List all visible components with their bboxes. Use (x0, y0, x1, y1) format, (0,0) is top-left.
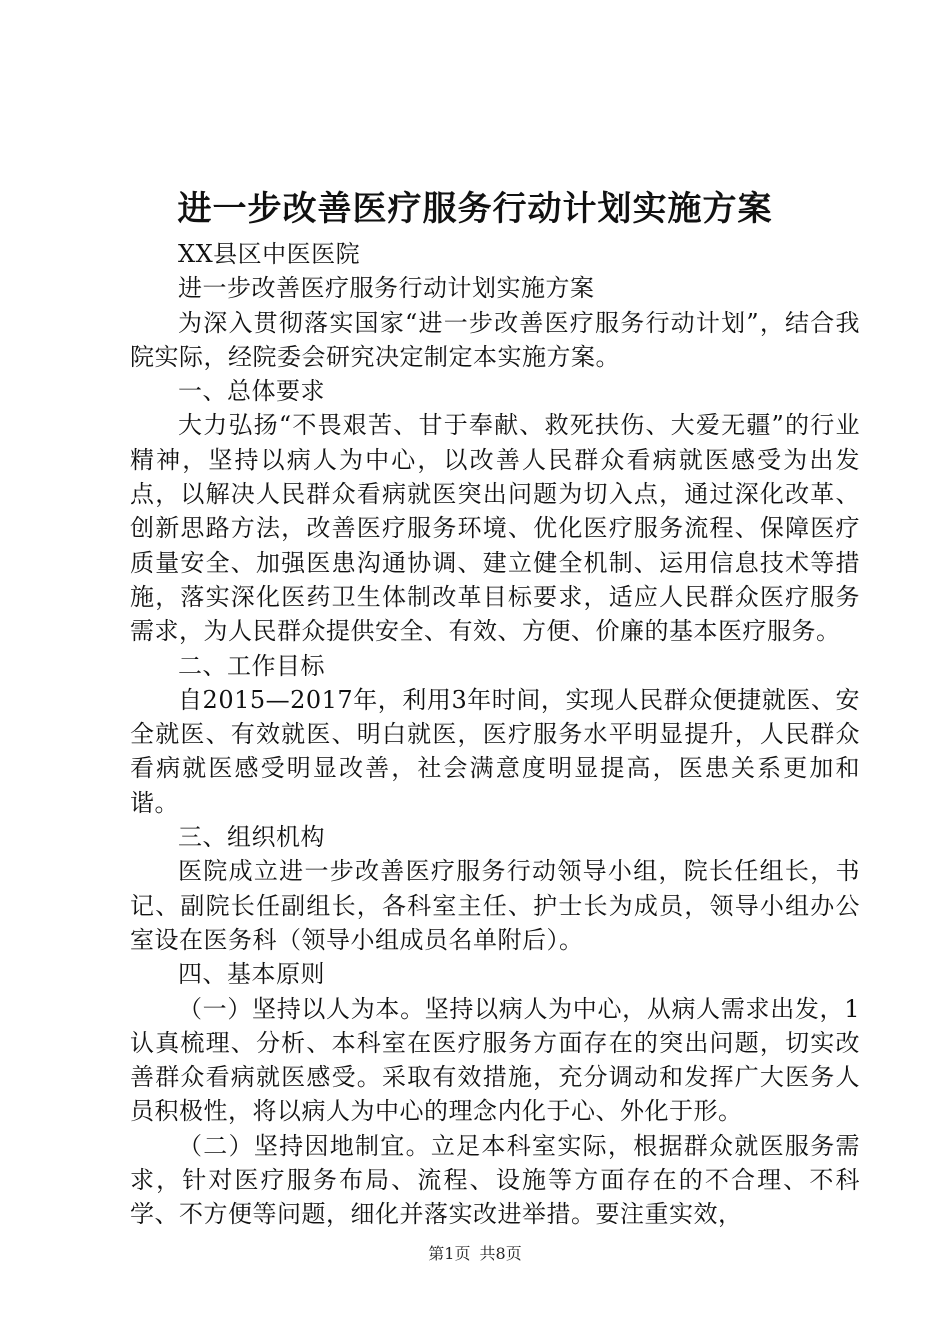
section-heading-general-requirements: 一、总体要求 (178, 377, 325, 406)
plan-subtitle: 进一步改善医疗服务行动计划实施方案 (178, 274, 595, 303)
section-heading-organization: 三、组织机构 (178, 823, 325, 852)
page-number: 第1页 (428, 1244, 471, 1263)
section-heading-basic-principles: 四、基本原则 (178, 960, 325, 989)
organization-paragraph: 医院成立进一步改善医疗服务行动领导小组，院长任组长，书记、副院长任副组长，各科室主任、护士长为成员，领导小组办公室设在医务科（领导小组成员名单附后）。 (130, 857, 860, 954)
principle-two-paragraph: （二）坚持因地制宜。立足本科室实际，根据群众就医服务需求，针对医疗服务布局、流程、设施等方面存在的不合理、不科学、不方便等问题，细化并落实改进举措。要注重实效， (130, 1131, 860, 1229)
page-total: 共8页 (479, 1244, 522, 1263)
hospital-name: XX县区中医医院 (178, 240, 361, 268)
general-requirements-paragraph: 大力弘扬“不畏艰苦、甘于奉献、救死扶伤、大爱无疆”的行业精神，坚持以病人为中心，以改善人民群众看病就医感受为出发点，以解决人民群众看病就医突出问题为切入点，通过深化改革、创新思路方法，改善医疗服务环境、优化医疗服务流程、保障医疗质量安全、加强医患沟通协调、建立健全机制、运用信息技术等措施，落实深化医药卫生体制改革目标要求，适应人民群众医疗服务需求，为人民群众提供安全、有效、方便、价廉的基本医疗服务。 (130, 411, 860, 646)
work-goals-paragraph: 自2015—2017年，利用3年时间，实现人民群众便捷就医、安全就医、有效就医、明白就医，医疗服务水平明显提升，人民群众看病就医感受明显改善，社会满意度明显提高，医患关系更加和谐。 (130, 685, 860, 817)
intro-paragraph: 为深入贯彻落实国家“进一步改善医疗服务行动计划”，结合我院实际，经院委会研究决定制定本实施方案。 (130, 308, 860, 371)
document-title: 进一步改善医疗服务行动计划实施方案 (177, 189, 773, 229)
section-heading-work-goals: 二、工作目标 (178, 651, 325, 680)
page-footer (0, 1243, 950, 1265)
document-body (130, 237, 860, 1232)
principle-one-paragraph: （一）坚持以人为本。坚持以病人为中心，从病人需求出发，1认真梳理、分析、本科室在医疗服务方面存在的突出问题，切实改善群众看病就医感受。采取有效措施，充分调动和发挥广大医务人员积极性，将以病人为中心的理念内化于心、外化于形。 (130, 994, 860, 1126)
